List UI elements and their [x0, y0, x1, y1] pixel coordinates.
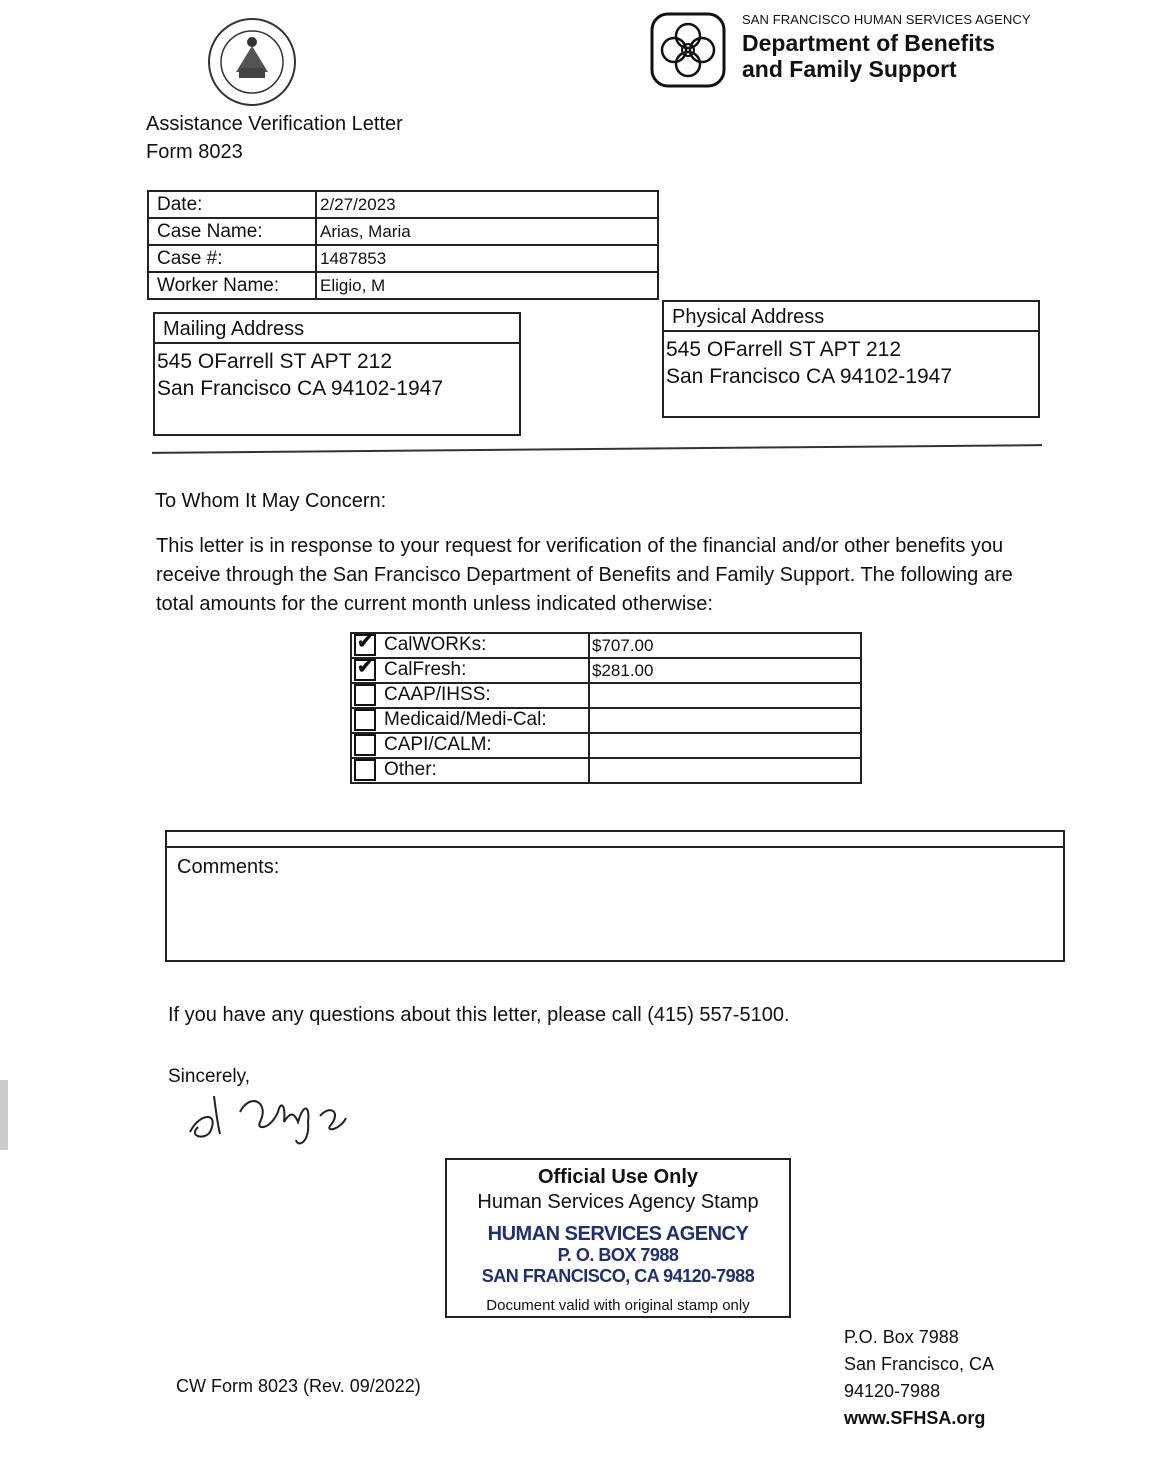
agency-name: SAN FRANCISCO HUMAN SERVICES AGENCY — [742, 12, 1031, 27]
table-row — [148, 191, 658, 218]
benefit-amount — [589, 683, 861, 708]
case-info-label: Case Name: — [148, 218, 316, 245]
table-row — [351, 658, 861, 683]
city-seal-icon — [206, 16, 298, 108]
divider — [152, 444, 1042, 454]
benefit-amount — [589, 758, 861, 783]
benefit-amount: $281.00 — [589, 658, 861, 683]
physical-address-heading: Physical Address — [664, 302, 1038, 332]
stamp-ink-line3: SAN FRANCISCO, CA 94120-7988 — [481, 1266, 755, 1286]
benefit-label: Other: — [384, 759, 437, 781]
mailing-address-line1: 545 OFarrell ST APT 212 — [157, 350, 393, 373]
department-name-line1: Department of Benefits — [742, 30, 996, 56]
case-info-value: 2/27/2023 — [316, 191, 658, 218]
greeting: To Whom It May Concern: — [155, 490, 387, 512]
table-row — [351, 758, 861, 783]
document-title — [146, 110, 403, 166]
contact-line: If you have any questions about this letter, please call (415) 557-5100. — [168, 1004, 790, 1026]
benefit-label: CAAP/IHSS: — [384, 684, 491, 706]
benefit-label: CalFresh: — [384, 659, 467, 681]
agency-address — [844, 1324, 994, 1432]
comments-box — [165, 846, 1065, 962]
document-title-line1: Assistance Verification Letter — [146, 113, 403, 135]
po-box: P.O. Box 7988 — [844, 1327, 959, 1347]
city-state: San Francisco, CA — [844, 1354, 995, 1374]
check-mark-icon: ✔ — [357, 657, 373, 679]
benefit-amount — [589, 708, 861, 733]
table-row — [148, 218, 658, 245]
stamp-ink-line2: P. O. BOX 7988 — [557, 1245, 679, 1265]
case-info-label: Worker Name: — [148, 272, 316, 299]
benefit-label: CalWORKs: — [384, 634, 487, 656]
case-info-label: Date: — [148, 191, 316, 218]
department-name-line2: and Family Support — [742, 56, 957, 82]
stamp-ink-line1: HUMAN SERVICES AGENCY — [487, 1223, 749, 1245]
physical-address-box — [662, 300, 1040, 418]
case-info-value: Arias, Maria — [316, 218, 658, 245]
case-info-table — [147, 190, 659, 300]
mailing-address-heading: Mailing Address — [155, 314, 519, 344]
checkbox[interactable] — [354, 734, 376, 756]
letter-body: This letter is in response to your request for verification of the financial and/or other benefits you receive through the San Francisco Department of Benefits and Family Support. The following are total amounts for the current month unless indicated otherwise: — [156, 535, 1013, 615]
physical-address-line2: San Francisco CA 94102-1947 — [666, 365, 953, 388]
stamp-note: Document valid with original stamp only — [486, 1297, 750, 1314]
table-row — [351, 683, 861, 708]
checkbox[interactable] — [354, 759, 376, 781]
physical-address-line1: 545 OFarrell ST APT 212 — [666, 338, 902, 361]
signature — [180, 1082, 360, 1152]
benefit-label: Medicaid/Medi-Cal: — [384, 709, 547, 731]
closing: Sincerely, — [168, 1066, 251, 1087]
comments-label: Comments: — [177, 856, 280, 878]
mailing-address-box — [153, 312, 521, 436]
agency-stamp — [447, 1224, 789, 1287]
table-row — [351, 708, 861, 733]
stamp-title: Official Use Only — [537, 1166, 699, 1188]
website-link[interactable]: www.SFHSA.org — [844, 1408, 986, 1428]
stamp-subtitle: Human Services Agency Stamp — [477, 1191, 759, 1213]
case-info-value: 1487853 — [316, 245, 658, 272]
benefit-amount: $707.00 — [589, 633, 861, 658]
table-row — [351, 733, 861, 758]
checkbox[interactable] — [354, 709, 376, 731]
table-row — [351, 633, 861, 658]
department-name — [742, 30, 995, 82]
checkbox[interactable] — [354, 684, 376, 706]
benefits-table — [350, 632, 862, 784]
case-info-value: Eligio, M — [316, 272, 658, 299]
checkbox[interactable] — [354, 659, 376, 681]
scan-edge — [0, 1080, 8, 1150]
mailing-address-line2: San Francisco CA 94102-1947 — [157, 377, 444, 400]
table-row — [148, 272, 658, 299]
benefit-amount — [589, 733, 861, 758]
form-revision: CW Form 8023 (Rev. 09/2022) — [176, 1376, 421, 1396]
table-row — [148, 245, 658, 272]
check-mark-icon: ✔ — [357, 632, 373, 654]
checkbox[interactable] — [354, 634, 376, 656]
zip-code: 94120-7988 — [844, 1381, 941, 1401]
case-info-label: Case #: — [148, 245, 316, 272]
form-number: Form 8023 — [146, 141, 243, 163]
benefit-label: CAPI/CALM: — [384, 734, 492, 756]
official-use-stamp-box — [445, 1158, 791, 1318]
agency-logo-icon — [650, 12, 726, 88]
